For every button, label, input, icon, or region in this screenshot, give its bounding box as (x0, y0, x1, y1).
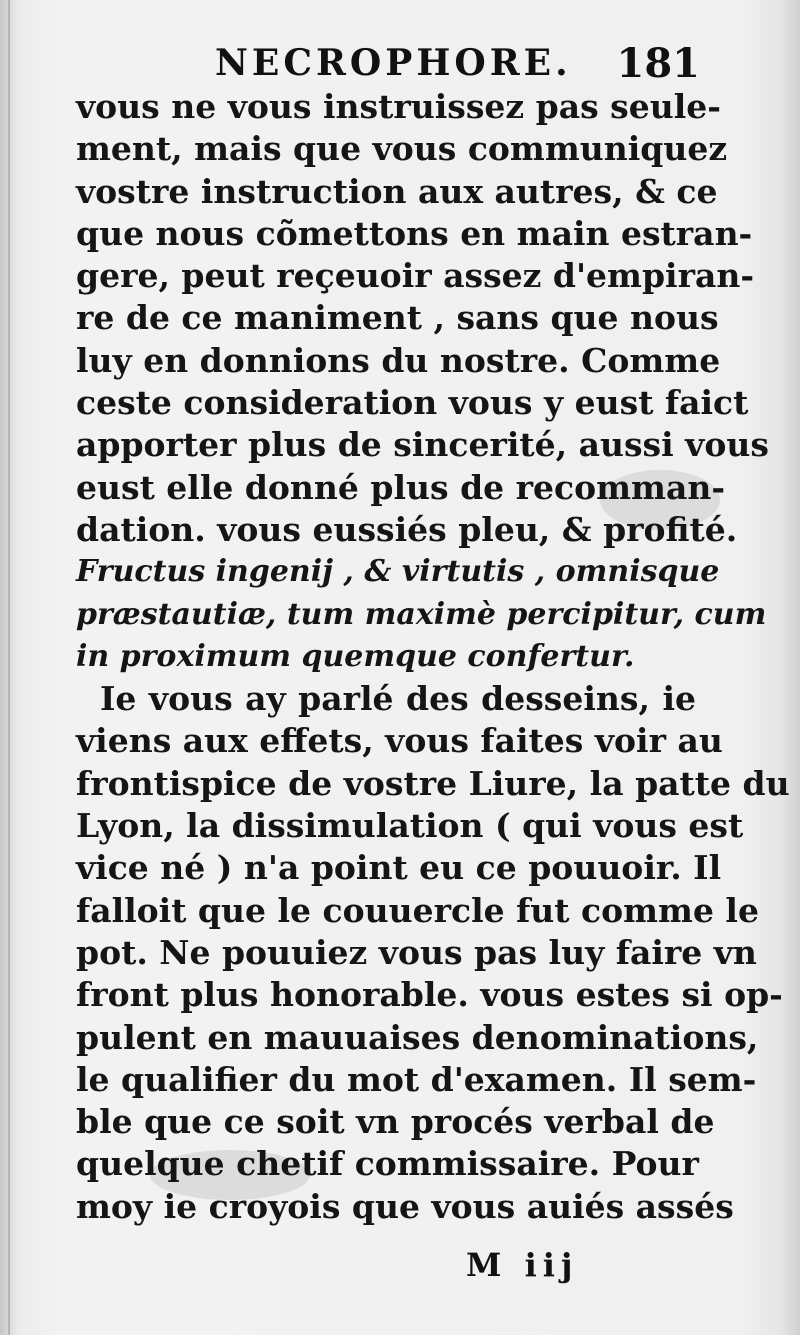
text-line: apporter plus de sincerité, aussi vous (76, 425, 769, 465)
text-line: Lyon, la dissimulation ( qui vous est (76, 806, 744, 846)
text-line: pulent en mauuaises denominations, (76, 1017, 759, 1057)
text-line: ment, mais que vous communiquez (76, 129, 728, 169)
text-line: frontispice de vostre Liure, la patte du (76, 763, 790, 803)
text-line: falloit que le couuercle fut comme le (76, 890, 759, 930)
page-number: 181 (616, 40, 700, 87)
page-header (80, 38, 700, 88)
signature-mark: M iij (466, 1246, 579, 1284)
text-line: dation. vous eussiés pleu, & profité. (76, 509, 738, 549)
text-line: gere, peut reçeuoir assez d'empiran- (76, 256, 755, 296)
text-line: moy ie croyois que vous auiés assés (76, 1186, 734, 1226)
text-line: ceste consideration vous y eust faict (76, 383, 749, 423)
text-line: que nous cõmettons en main estran- (76, 213, 753, 253)
latin-quote-line: præstautiæ, tum maximè percipitur, cum (76, 596, 767, 632)
text-line: viens aux effets, vous faites voir au (76, 721, 723, 761)
text-line: front plus honorable. vous estes si op- (76, 975, 783, 1015)
text-line: le qualifier du mot d'examen. Il sem- (76, 1059, 757, 1099)
page-gutter (8, 0, 10, 1335)
running-title: NECROPHORE. (215, 42, 572, 84)
text-line: eust elle donné plus de recomman- (76, 467, 726, 507)
text-line: pot. Ne pouuiez vous pas luy faire vn (76, 932, 757, 972)
latin-quote-line: in proximum quemque confertur. (76, 638, 635, 674)
text-line: luy en donnions du nostre. Comme (76, 340, 721, 380)
text-line: re de ce maniment , sans que nous (76, 298, 719, 338)
body-text (76, 86, 790, 1228)
text-line: vous ne vous instruissez pas seule- (76, 87, 721, 126)
paragraph-start-line: Ie vous ay parlé des desseins, ie (100, 679, 696, 719)
text-line: ble que ce soit vn procés verbal de (76, 1102, 715, 1142)
latin-quote-line: Fructus ingenij , & virtutis , omnisque (76, 554, 720, 590)
text-line: vice né ) n'a point eu ce pouuoir. Il (76, 848, 722, 888)
text-line: vostre instruction aux autres, & ce (76, 171, 718, 211)
text-line: quelque chetif commissaire. Pour (76, 1144, 699, 1184)
